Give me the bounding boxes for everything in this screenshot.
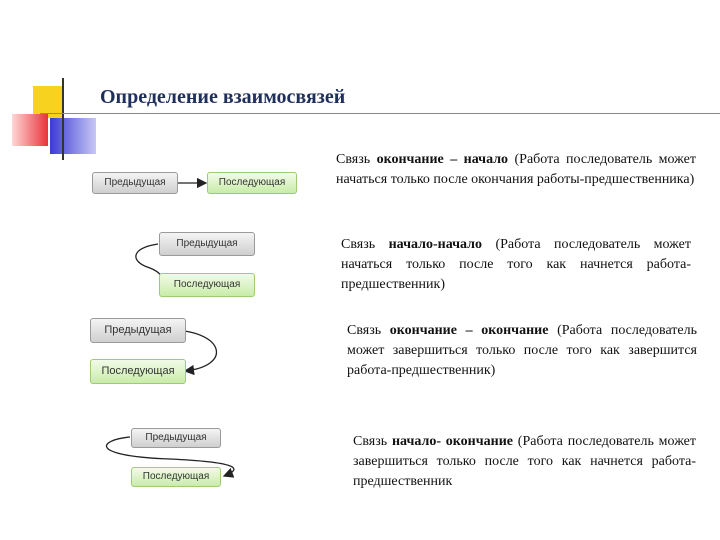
relation-desc-2: Связь начало-начало (Работа последователь может начаться только после того как начнется работа-предшественник) [341, 237, 692, 292]
successor-box-4: Последующая [131, 467, 221, 487]
relation-desc-1: Связь окончание – начало (Работа последователь может начаться только после окончания работы-предшественника) [336, 152, 696, 187]
successor-box-2: Последующая [159, 273, 255, 297]
predecessor-box-4: Предыдущая [131, 428, 221, 448]
predecessor-box-3: Предыдущая [90, 318, 186, 343]
successor-box-3: Последующая [90, 359, 186, 384]
page-title: Определение взаимосвязей [100, 86, 346, 108]
relation-desc-4: Связь начало- окончание (Работа последователь может завершиться только после того как начнется работа-предшественник [353, 434, 697, 489]
successor-box-1: Последующая [207, 172, 297, 194]
relation-desc-3: Связь окончание – окончание (Работа последователь может завершиться только после того как завершится работа-предшественник) [347, 323, 697, 378]
predecessor-box-1: Предыдущая [92, 172, 178, 194]
predecessor-box-2: Предыдущая [159, 232, 255, 256]
